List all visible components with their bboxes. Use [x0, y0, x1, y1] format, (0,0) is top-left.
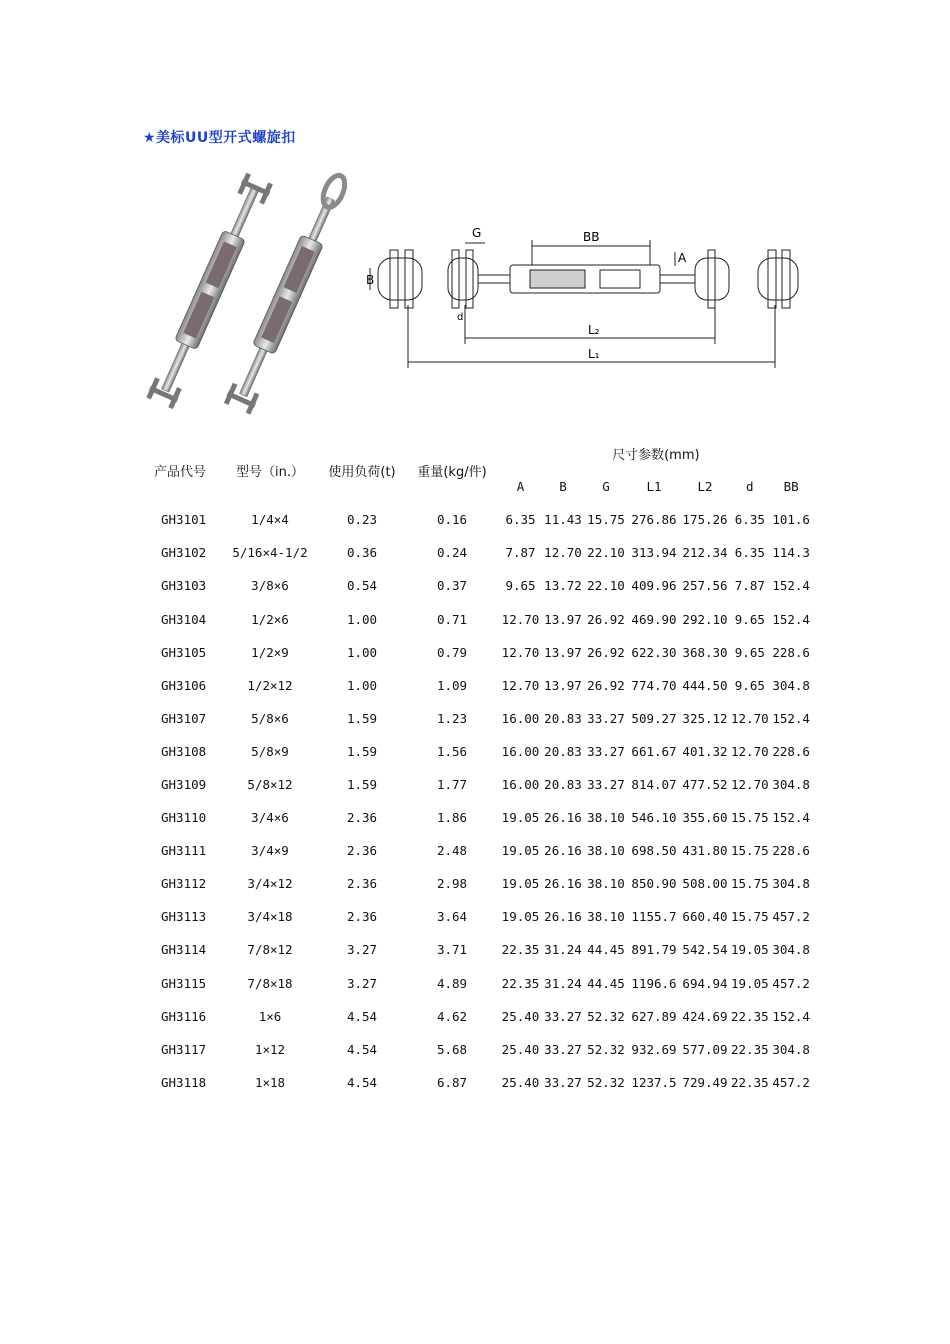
cell-B: 20.83 [544, 710, 582, 726]
cell-BB: 101.6 [772, 512, 810, 528]
cell-BB: 228.6 [772, 644, 810, 660]
cell-weight: 2.98 [436, 876, 468, 892]
cell-load: 2.36 [346, 843, 378, 859]
header-A: A [516, 479, 525, 495]
cell-model: 1×12 [254, 1041, 286, 1057]
cell-L1: 698.50 [631, 843, 677, 859]
cell-load: 2.36 [346, 810, 378, 826]
cell-L2: 175.26 [682, 512, 728, 528]
cell-L2: 424.69 [682, 1008, 728, 1024]
cell-d: 19.05 [731, 975, 769, 991]
table-row [146, 1066, 814, 1099]
cell-L1: 850.90 [631, 876, 677, 892]
cell-code: GH3115 [161, 975, 207, 991]
cell-L2: 257.56 [682, 578, 728, 594]
cell-BB: 457.2 [772, 1074, 810, 1090]
header-B: B [559, 479, 567, 495]
cell-model: 1/4×4 [251, 512, 289, 528]
cell-d: 12.70 [731, 710, 769, 726]
cell-L2: 542.54 [682, 942, 728, 958]
cell-B: 20.83 [544, 776, 582, 792]
cell-B: 13.97 [544, 611, 582, 627]
cell-weight: 2.48 [436, 843, 468, 859]
cell-BB: 152.4 [772, 710, 810, 726]
cell-L1: 1237.5 [631, 1074, 677, 1090]
table-row [146, 1033, 814, 1066]
cell-d: 15.75 [731, 876, 769, 892]
cell-BB: 457.2 [772, 975, 810, 991]
cell-L1: 469.90 [631, 611, 677, 627]
cell-weight: 4.89 [436, 975, 468, 991]
cell-L1: 1155.7 [631, 909, 677, 925]
table-row [146, 602, 814, 635]
cell-L1: 622.30 [631, 644, 677, 660]
cell-weight: 4.62 [436, 1008, 468, 1024]
header-L2: L2 [697, 479, 713, 495]
spec-table [146, 437, 814, 1099]
cell-model: 5/16×4-1/2 [232, 545, 308, 561]
cell-L2: 401.32 [682, 743, 728, 759]
cell-load: 0.23 [346, 512, 378, 528]
cell-weight: 0.16 [436, 512, 468, 528]
cell-G: 33.27 [587, 710, 625, 726]
cell-L1: 313.94 [631, 545, 677, 561]
cell-load: 3.27 [346, 942, 378, 958]
header-code: 产品代号 [154, 464, 207, 480]
cell-model: 3/4×18 [247, 909, 293, 925]
cell-weight: 1.86 [436, 810, 468, 826]
diagram-label-A: A [678, 251, 687, 265]
cell-BB: 114.3 [772, 545, 810, 561]
table-row [146, 967, 814, 1000]
cell-model: 3/4×12 [247, 876, 293, 892]
table-row [146, 801, 814, 834]
cell-load: 1.00 [346, 677, 378, 693]
cell-load: 1.00 [346, 611, 378, 627]
cell-d: 6.35 [734, 512, 765, 528]
cell-d: 9.65 [734, 677, 765, 693]
cell-B: 26.16 [544, 810, 582, 826]
cell-load: 0.36 [346, 545, 378, 561]
cell-L2: 325.12 [682, 710, 728, 726]
table-row [146, 669, 814, 702]
cell-code: GH3104 [161, 611, 207, 627]
cell-code: GH3101 [161, 512, 207, 528]
cell-B: 31.24 [544, 975, 582, 991]
cell-weight: 1.56 [436, 743, 468, 759]
cell-B: 20.83 [544, 743, 582, 759]
cell-model: 1/2×12 [247, 677, 293, 693]
cell-d: 12.70 [731, 743, 769, 759]
header-BB: BB [783, 479, 799, 495]
cell-L2: 368.30 [682, 644, 728, 660]
cell-load: 3.27 [346, 975, 378, 991]
header-d: d [746, 479, 754, 495]
cell-L2: 212.34 [682, 545, 728, 561]
cell-BB: 228.6 [772, 843, 810, 859]
table-row [146, 636, 814, 669]
cell-model: 1/2×9 [251, 644, 289, 660]
cell-BB: 152.4 [772, 1008, 810, 1024]
cell-model: 3/4×9 [251, 843, 289, 859]
cell-A: 12.70 [501, 677, 540, 693]
table-row [146, 536, 814, 569]
cell-code: GH3108 [161, 743, 207, 759]
table-row [146, 735, 814, 768]
cell-d: 19.05 [731, 942, 769, 958]
cell-L2: 729.49 [682, 1074, 728, 1090]
cell-load: 1.59 [346, 743, 378, 759]
cell-L2: 508.00 [682, 876, 728, 892]
cell-d: 15.75 [731, 909, 769, 925]
table-row [146, 503, 814, 536]
cell-L2: 577.09 [682, 1041, 728, 1057]
diagram-label-BB: BB [583, 230, 600, 244]
cell-L1: 1196.6 [631, 975, 677, 991]
cell-load: 2.36 [346, 876, 378, 892]
cell-L1: 774.70 [631, 677, 677, 693]
cell-load: 1.59 [346, 776, 378, 792]
header-G: G [602, 479, 610, 495]
cell-d: 22.35 [731, 1008, 769, 1024]
cell-code: GH3118 [161, 1074, 207, 1090]
cell-model: 7/8×18 [247, 975, 293, 991]
cell-L2: 292.10 [682, 611, 728, 627]
cell-code: GH3112 [161, 876, 207, 892]
cell-A: 9.65 [505, 578, 536, 594]
cell-B: 33.27 [544, 1008, 582, 1024]
cell-A: 12.70 [501, 611, 540, 627]
cell-d: 9.65 [734, 611, 765, 627]
cell-G: 15.75 [587, 512, 625, 528]
cell-d: 6.35 [734, 545, 765, 561]
cell-d: 9.65 [734, 644, 765, 660]
header-L1: L1 [646, 479, 662, 495]
cell-load: 0.54 [346, 578, 378, 594]
cell-A: 19.05 [501, 876, 540, 892]
cell-B: 26.16 [544, 909, 582, 925]
cell-BB: 304.8 [772, 876, 810, 892]
cell-weight: 5.68 [436, 1041, 468, 1057]
header-model: 型号（in.） [236, 464, 304, 480]
cell-B: 13.72 [544, 578, 582, 594]
cell-G: 52.32 [587, 1008, 625, 1024]
cell-L1: 546.10 [631, 810, 677, 826]
cell-B: 26.16 [544, 843, 582, 859]
table-row [146, 768, 814, 801]
cell-BB: 304.8 [772, 776, 810, 792]
cell-BB: 152.4 [772, 810, 810, 826]
cell-G: 33.27 [587, 776, 625, 792]
cell-code: GH3113 [161, 909, 207, 925]
cell-L1: 276.86 [631, 512, 677, 528]
cell-weight: 6.87 [436, 1074, 468, 1090]
cell-code: GH3116 [161, 1008, 207, 1024]
cell-model: 3/8×6 [251, 578, 289, 594]
cell-weight: 1.23 [436, 710, 468, 726]
cell-L2: 477.52 [682, 776, 728, 792]
cell-weight: 1.77 [436, 776, 468, 792]
cell-G: 38.10 [587, 810, 625, 826]
cell-model: 5/8×12 [247, 776, 293, 792]
cell-code: GH3103 [161, 578, 207, 594]
cell-load: 4.54 [346, 1041, 378, 1057]
cell-L1: 627.89 [631, 1008, 677, 1024]
cell-A: 16.00 [501, 743, 540, 759]
cell-BB: 228.6 [772, 743, 810, 759]
cell-BB: 457.2 [772, 909, 810, 925]
cell-G: 52.32 [587, 1074, 625, 1090]
cell-code: GH3102 [161, 545, 207, 561]
diagram-label-B: B [366, 273, 375, 287]
cell-d: 7.87 [734, 578, 765, 594]
page-title: ★美标UU型开式螺旋扣 [143, 130, 296, 146]
cell-G: 22.10 [587, 545, 625, 561]
cell-weight: 3.64 [436, 909, 468, 925]
cell-B: 33.27 [544, 1074, 582, 1090]
cell-B: 13.97 [544, 644, 582, 660]
cell-model: 1×18 [254, 1074, 286, 1090]
cell-L1: 814.07 [631, 776, 677, 792]
cell-A: 25.40 [501, 1074, 540, 1090]
cell-BB: 304.8 [772, 942, 810, 958]
cell-A: 22.35 [501, 942, 540, 958]
cell-code: GH3107 [161, 710, 207, 726]
turnbuckle-diagram [360, 210, 805, 385]
diagram-label-L2: L₂ [588, 323, 600, 337]
cell-B: 12.70 [544, 545, 582, 561]
cell-B: 31.24 [544, 942, 582, 958]
cell-load: 2.36 [346, 909, 378, 925]
cell-L1: 891.79 [631, 942, 677, 958]
cell-code: GH3105 [161, 644, 207, 660]
cell-L1: 932.69 [631, 1041, 677, 1057]
cell-A: 12.70 [501, 644, 540, 660]
cell-B: 13.97 [544, 677, 582, 693]
table-row [146, 933, 814, 966]
cell-G: 22.10 [587, 578, 625, 594]
table-row [146, 867, 814, 900]
cell-A: 25.40 [501, 1008, 540, 1024]
cell-L2: 660.40 [682, 909, 728, 925]
cell-model: 5/8×9 [251, 743, 289, 759]
cell-code: GH3117 [161, 1041, 207, 1057]
cell-weight: 1.09 [436, 677, 468, 693]
cell-d: 15.75 [731, 810, 769, 826]
table-row [146, 1000, 814, 1033]
cell-G: 44.45 [587, 942, 625, 958]
cell-model: 5/8×6 [251, 710, 289, 726]
cell-d: 12.70 [731, 776, 769, 792]
cell-A: 6.35 [505, 512, 536, 528]
cell-model: 1/2×6 [251, 611, 289, 627]
cell-G: 26.92 [587, 611, 625, 627]
cell-d: 22.35 [731, 1041, 769, 1057]
cell-BB: 152.4 [772, 611, 810, 627]
cell-A: 22.35 [501, 975, 540, 991]
cell-A: 7.87 [505, 545, 536, 561]
table-row [146, 900, 814, 933]
diagram-label-L1: L₁ [588, 347, 600, 361]
cell-G: 33.27 [587, 743, 625, 759]
cell-model: 1×6 [258, 1008, 282, 1024]
cell-weight: 0.24 [436, 545, 468, 561]
cell-A: 19.05 [501, 843, 540, 859]
cell-weight: 0.37 [436, 578, 468, 594]
cell-B: 26.16 [544, 876, 582, 892]
cell-L2: 694.94 [682, 975, 728, 991]
cell-L1: 409.96 [631, 578, 677, 594]
cell-BB: 152.4 [772, 578, 810, 594]
cell-L2: 355.60 [682, 810, 728, 826]
cell-BB: 304.8 [772, 1041, 810, 1057]
cell-A: 16.00 [501, 710, 540, 726]
header-row [146, 437, 814, 470]
table-row [146, 834, 814, 867]
cell-G: 38.10 [587, 876, 625, 892]
turnbuckle-photo [140, 160, 355, 425]
cell-weight: 0.71 [436, 611, 468, 627]
cell-load: 1.59 [346, 710, 378, 726]
cell-L2: 444.50 [682, 677, 728, 693]
table-row [146, 569, 814, 602]
cell-d: 22.35 [731, 1074, 769, 1090]
cell-load: 4.54 [346, 1074, 378, 1090]
cell-G: 52.32 [587, 1041, 625, 1057]
cell-weight: 0.79 [436, 644, 468, 660]
cell-A: 19.05 [501, 810, 540, 826]
cell-BB: 304.8 [772, 677, 810, 693]
header-weight: 重量(kg/件) [417, 464, 487, 480]
diagram-label-G: G [472, 226, 482, 240]
header-dims: 尺寸参数(mm) [612, 448, 700, 464]
cell-B: 11.43 [544, 512, 582, 528]
cell-B: 33.27 [544, 1041, 582, 1057]
cell-L2: 431.80 [682, 843, 728, 859]
diagram-label-d: d [457, 312, 464, 323]
cell-model: 7/8×12 [247, 942, 293, 958]
cell-d: 15.75 [731, 843, 769, 859]
cell-load: 1.00 [346, 644, 378, 660]
cell-load: 4.54 [346, 1008, 378, 1024]
cell-G: 38.10 [587, 843, 625, 859]
cell-code: GH3109 [161, 776, 207, 792]
cell-G: 38.10 [587, 909, 625, 925]
cell-model: 3/4×6 [251, 810, 289, 826]
cell-weight: 3.71 [436, 942, 468, 958]
cell-A: 25.40 [501, 1041, 540, 1057]
table-row [146, 702, 814, 735]
cell-L1: 661.67 [631, 743, 677, 759]
cell-G: 44.45 [587, 975, 625, 991]
cell-code: GH3111 [161, 843, 207, 859]
cell-code: GH3114 [161, 942, 207, 958]
cell-A: 19.05 [501, 909, 540, 925]
header-load: 使用负荷(t) [328, 464, 396, 480]
cell-code: GH3106 [161, 677, 207, 693]
cell-L1: 509.27 [631, 710, 677, 726]
cell-G: 26.92 [587, 644, 625, 660]
cell-G: 26.92 [587, 677, 625, 693]
cell-code: GH3110 [161, 810, 207, 826]
cell-A: 16.00 [501, 776, 540, 792]
